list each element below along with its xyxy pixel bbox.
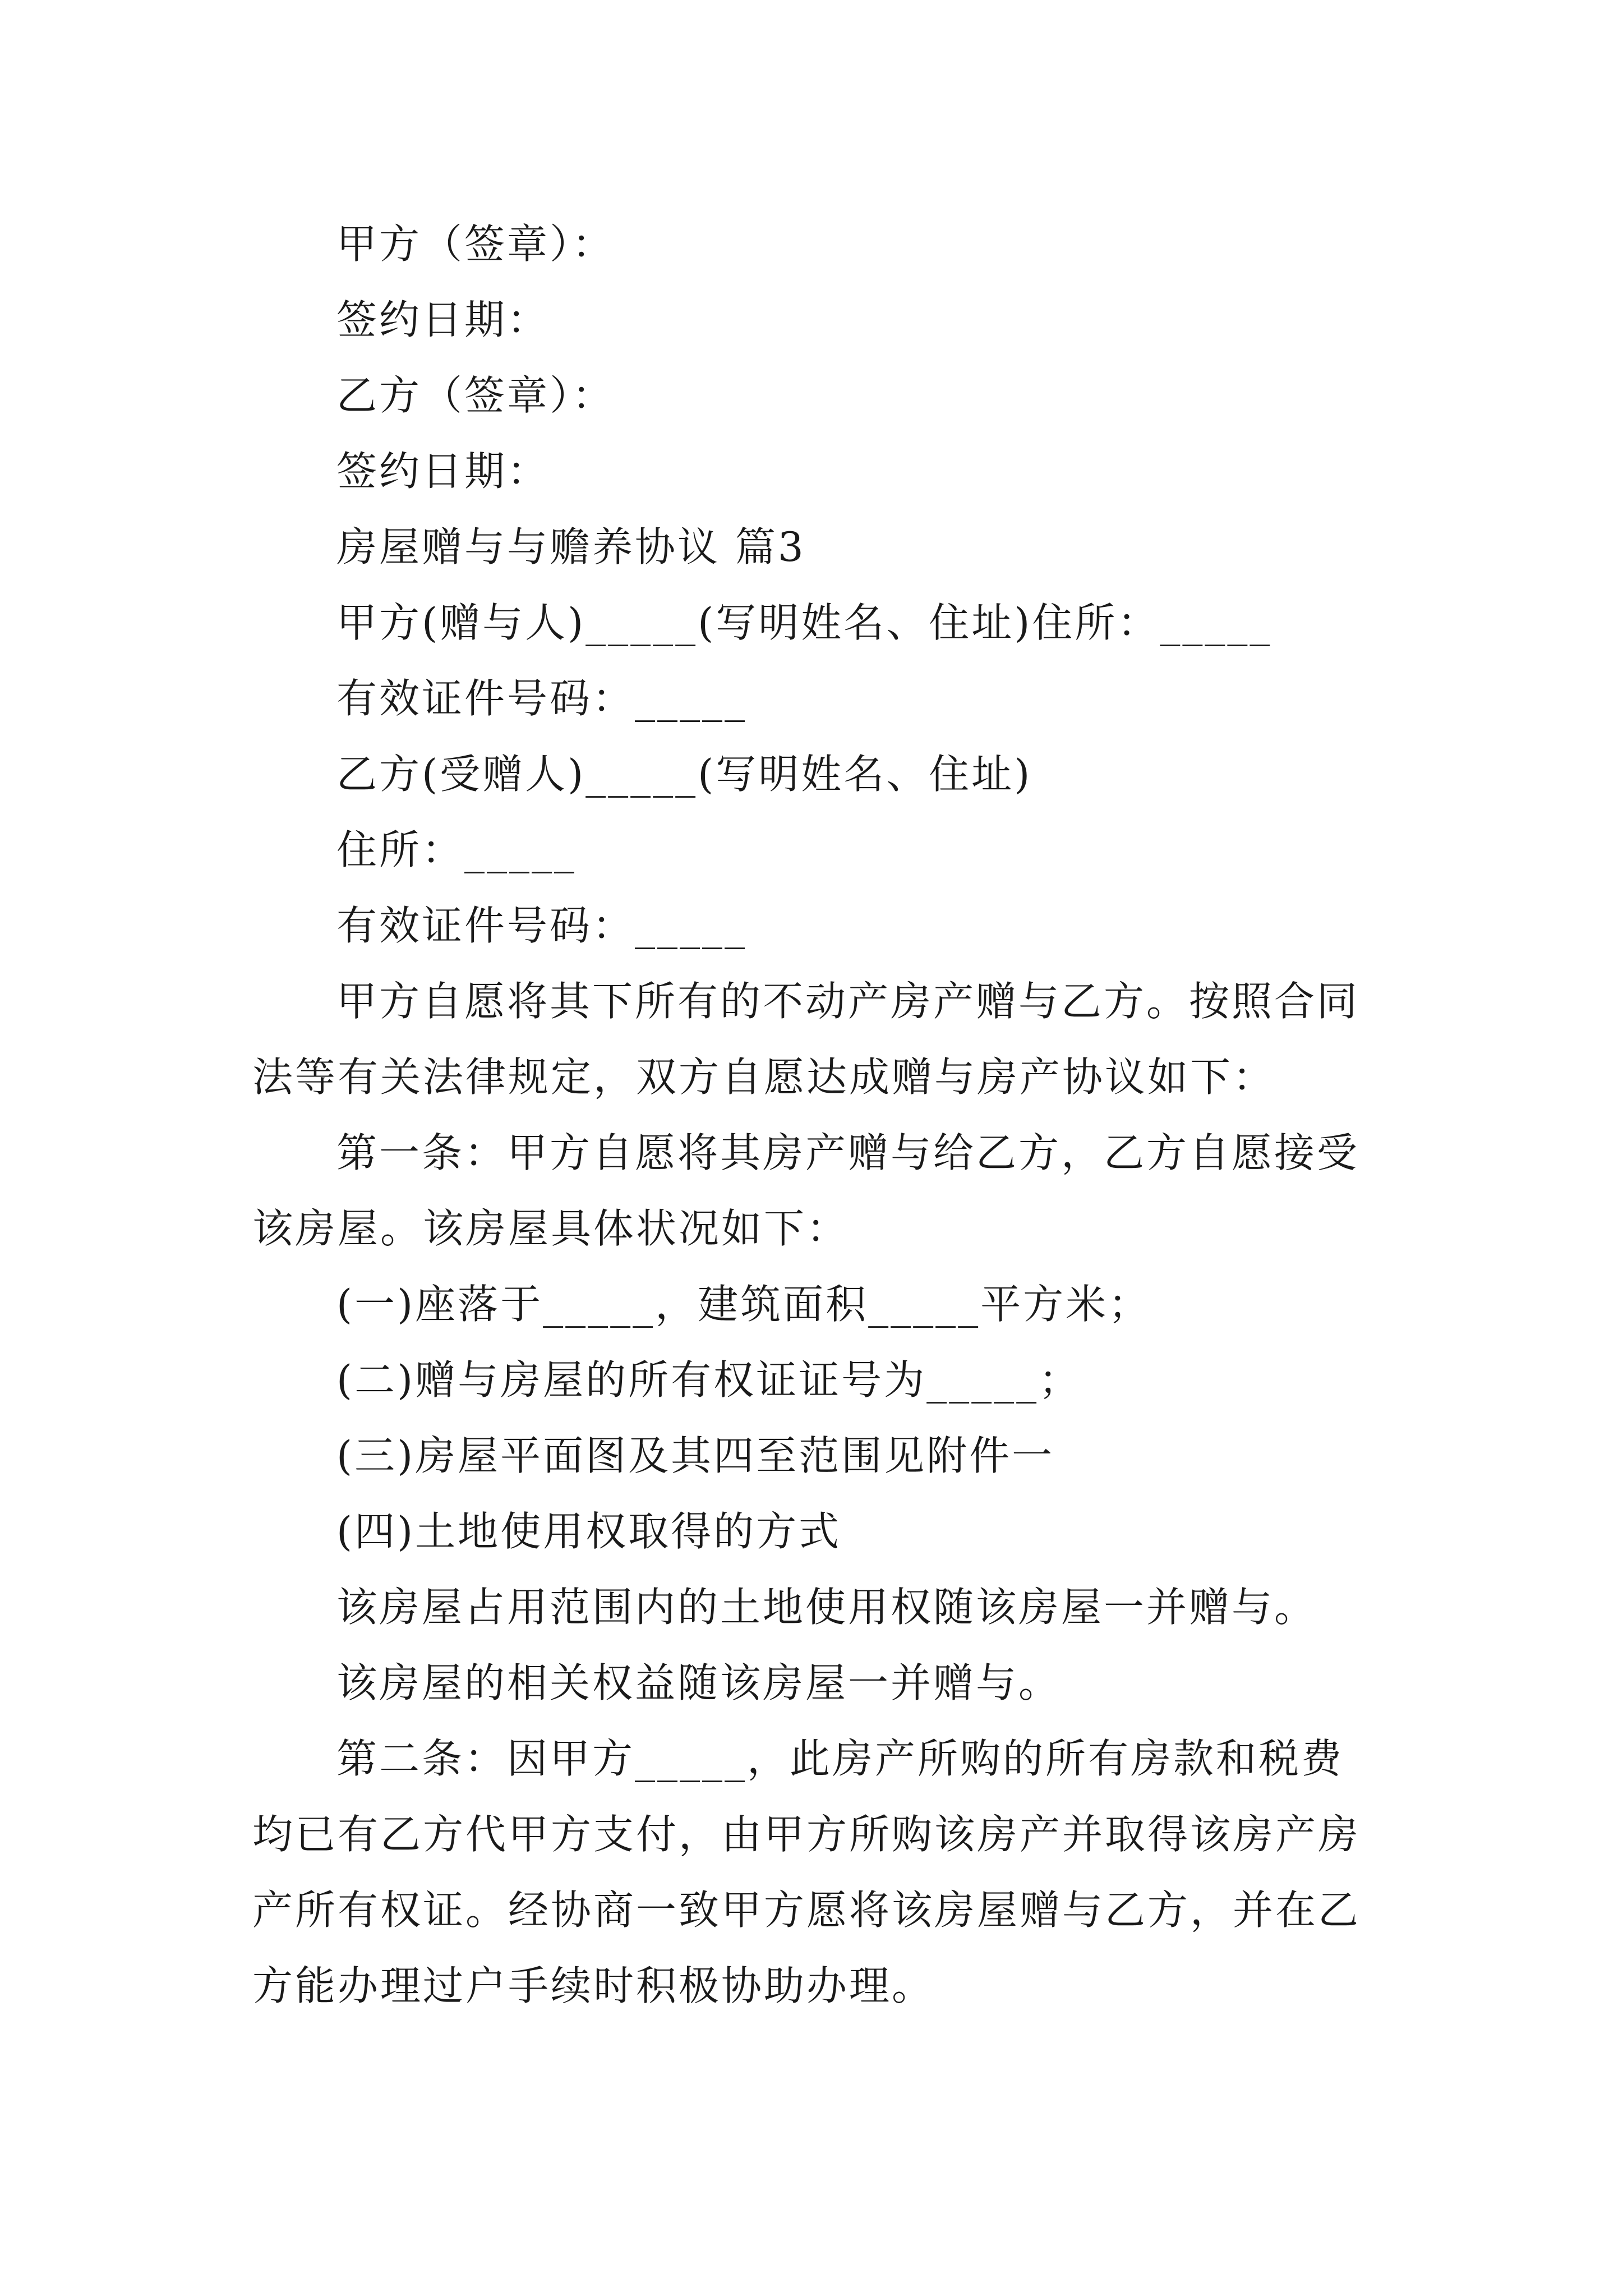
article-two-line: 第二条：因甲方_____，此房产所购的所有房款和税费 — [336, 1735, 1344, 1782]
clause-item: (二)赠与房屋的所有权证证号为_____； — [336, 1356, 1082, 1404]
signing-date-line: 签约日期： — [336, 448, 550, 495]
paragraph-line: 该房屋。该房屋具体状况如下： — [252, 1205, 850, 1252]
article-one-line: 第一条：甲方自愿将其房产赠与给乙方，乙方自愿接受 — [336, 1129, 1360, 1176]
paragraph-line: 甲方自愿将其下所有的不动产房产赠与乙方。按照合同 — [336, 978, 1360, 1025]
party-a-info-line: 甲方(赠与人)_____(写明姓名、住址)住所：_____ — [336, 599, 1272, 646]
signing-date-line: 签约日期： — [336, 296, 550, 343]
clause-item: (四)土地使用权取得的方式 — [336, 1508, 842, 1555]
party-b-id-line: 有效证件号码：_____ — [336, 902, 748, 949]
paragraph-line: 均已有乙方代甲方支付，由甲方所购该房产并取得该房产房 — [252, 1811, 1361, 1858]
party-a-signature-line: 甲方（签章）： — [336, 220, 615, 268]
paragraph-line: 产所有权证。经协商一致甲方愿将该房屋赠与乙方，并在乙 — [252, 1887, 1361, 1934]
party-a-id-line: 有效证件号码：_____ — [336, 675, 748, 722]
section-title: 房屋赠与与赡养协议 篇3 — [336, 523, 806, 570]
paragraph-line: 法等有关法律规定，双方自愿达成赠与房产协议如下： — [252, 1053, 1276, 1101]
paragraph-line: 方能办理过户手续时积极协助办理。 — [252, 1962, 935, 2009]
clause-item: (一)座落于_____，建筑面积_____平方米； — [336, 1281, 1151, 1328]
paragraph-line: 该房屋的相关权益随该房屋一并赠与。 — [336, 1659, 1062, 1706]
party-b-address-line: 住所：_____ — [336, 826, 577, 873]
party-b-info-line: 乙方(受赠人)_____(写明姓名、住址) — [336, 751, 1032, 798]
paragraph-line: 该房屋占用范围内的土地使用权随该房屋一并赠与。 — [336, 1584, 1317, 1631]
clause-item: (三)房屋平面图及其四至范围见附件一 — [336, 1432, 1055, 1479]
party-b-signature-line: 乙方（签章）： — [336, 372, 615, 419]
